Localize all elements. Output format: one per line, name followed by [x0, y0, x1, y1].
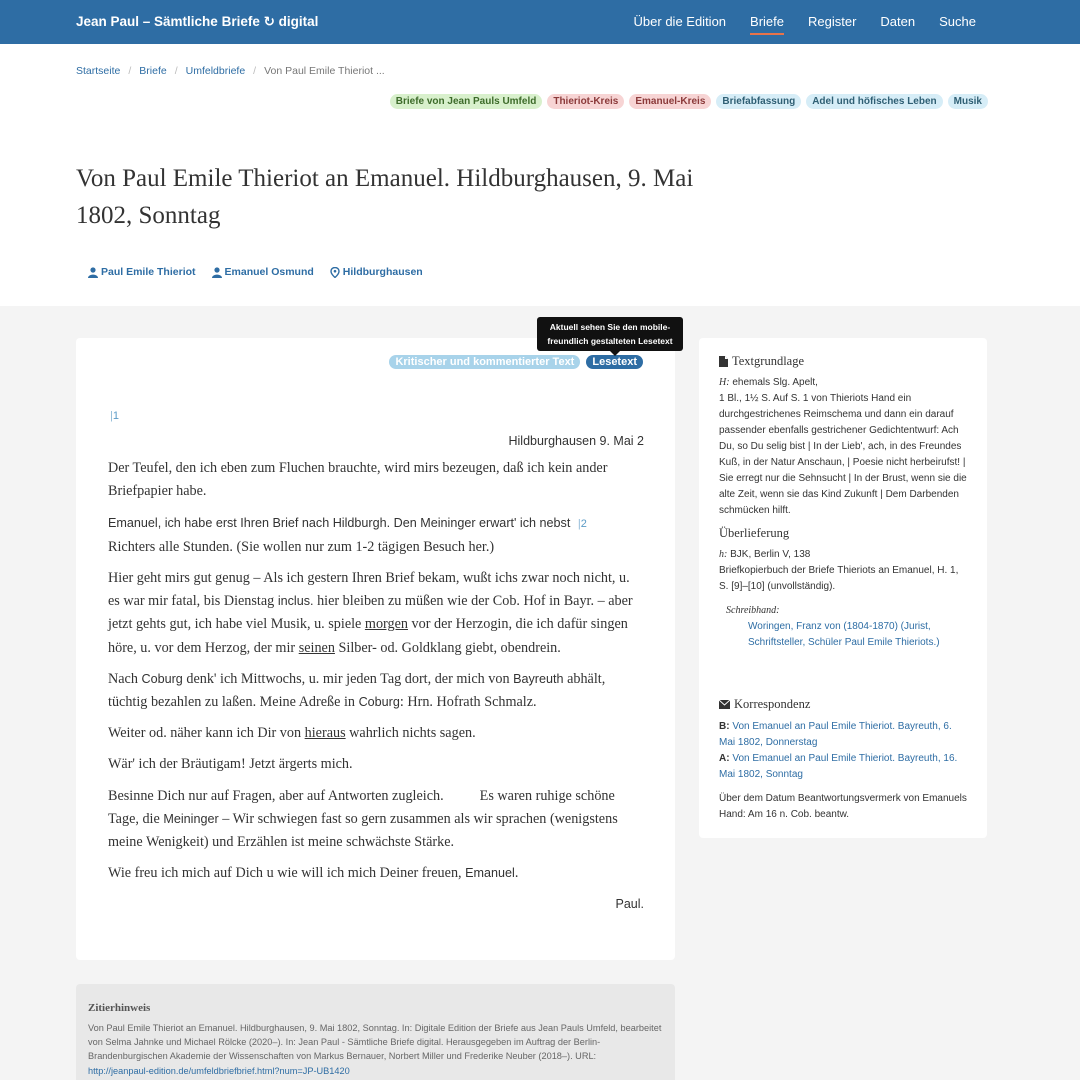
korrespondenz-heading: Korrespondenz	[719, 697, 810, 712]
user-icon	[212, 267, 222, 278]
critical-text-toggle[interactable]: Kritischer und kommentierter Text	[389, 355, 580, 369]
breadcrumb	[76, 65, 385, 77]
letter-paragraph: Wie freu ich mich auf Dich u wie will ich mich Deiner freuen, Emanuel.	[108, 865, 519, 882]
breadcrumb-umfeldbriefe[interactable]: Umfeldbriefe	[185, 65, 246, 77]
file-icon	[719, 356, 728, 367]
korrespondenz-content: B: Von Emanuel an Paul Emile Thieriot. Bayreuth, 6. Mai 1802, Donnerstag A: Von Emanuel an Paul Emile Thieriot. Bayreuth, 16. Mai 1802, Sonntag	[719, 721, 958, 780]
breadcrumb-startseite[interactable]: Startseite	[76, 65, 121, 77]
ueberlieferung-heading: Überlieferung	[719, 526, 790, 540]
page-marker[interactable]: | 2	[578, 518, 587, 530]
map-marker-icon	[330, 267, 340, 278]
korrespondenz-note: Über dem Datum Beantwortungsvermerk von Emanuels Hand: Am 16 n. Cob. beantw.	[719, 793, 967, 820]
nav-link-daten[interactable]: Daten	[880, 14, 916, 29]
breadcrumb-separator: /	[253, 65, 257, 77]
nav-link-suche[interactable]: Suche	[939, 14, 976, 29]
citation-heading: Zitierhinweis	[88, 1002, 151, 1014]
nav-link-edition[interactable]: Über die Edition	[633, 14, 727, 29]
letter-paragraph: Der Teufel, den ich eben zum Fluchen brauchte, wird mirs bezeugen, daß ich kein ander Briefpapier habe.	[108, 460, 608, 500]
nav-link-briefe[interactable]: Briefe	[750, 14, 784, 29]
citation-text: Von Paul Emile Thieriot an Emanuel. Hildburghausen, 9. Mai 1802, Sonntag. In: Digitale Edition der Briefe aus Jean Pauls Umfeld, bearbeitet von Selma Jahnke und Michael Rölcke (2020–). In: Jean Paul - Sämtliche Briefe digital. Herausgegeben im Auftrag der Berlin-Brandenburgischen Akademie der Wissenschaften von Markus Bernauer, Norbert Miller und Frederike Neuber (2018–). URL: http://jeanpaul-edition.de/umfeldbriefbrief.html?num=JP-UB1420	[88, 1023, 662, 1076]
letter-paragraph: Emanuel, ich habe erst Ihren Brief nach Hildburgh. Den Meininger erwart' ich nebst | 2 Richters alle Stunden. (Sie wollen nur zum 1-2 tägigen Besuch her.)	[108, 512, 644, 559]
recipient-link[interactable]	[212, 266, 314, 278]
person-links	[88, 266, 423, 278]
letter-paragraph: Hier geht mirs gut genug – Als ich gestern Ihren Brief bekam, wußt ichs zwar noch nicht, u. es war mir fatal, bis Dienstag inclus. hier bleiben zu müßen wie der Cob. Hof in Bayr. – aber jetzt gehts gut, ich habe viel Musik, u. spiele morgen vor der Herzogin, die ich dafür singen höre, u. vor dem Herzog, der mir seinen Silber- od. Goldklang giebt, obendrein.	[108, 570, 633, 656]
user-icon	[88, 267, 98, 278]
recipient-name: Emanuel Osmund	[224, 266, 314, 278]
breadcrumb-separator: /	[174, 65, 178, 77]
ueberlieferung-content: h: BJK, Berlin V, 138 Briefkopierbuch der Briefe Thieriots an Emanuel, H. 1, S. [9]–[10] (unvollständig).	[719, 549, 959, 592]
breadcrumb-current: Von Paul Emile Thieriot ...	[264, 65, 385, 77]
tag-adel[interactable]: Adel und höfisches Leben	[806, 94, 942, 109]
letter-text	[108, 430, 644, 925]
page-title: Von Paul Emile Thieriot an Emanuel. Hildburghausen, 9. Mai 1802, Sonntag	[76, 165, 694, 229]
citation-url[interactable]: http://jeanpaul-edition.de/umfeldbriefbrief.html?num=JP-UB1420	[88, 1065, 350, 1076]
tag-briefabfassung[interactable]: Briefabfassung	[716, 94, 801, 109]
envelope-icon	[719, 700, 730, 709]
breadcrumb-briefe[interactable]: Briefe	[139, 65, 167, 77]
tag-umfeld[interactable]: Briefe von Jean Pauls Umfeld	[390, 94, 543, 109]
place-link[interactable]	[330, 266, 423, 278]
citation-box	[76, 984, 675, 1080]
letter-paragraph: Weiter od. näher kann ich Dir von hieraus wahrlich nichts sagen.	[108, 725, 476, 742]
schreibhand-value	[748, 619, 973, 651]
reading-text-toggle[interactable]: Lesetext	[586, 355, 643, 369]
letter-card	[76, 338, 675, 960]
schreibhand-label: Schreibhand:	[726, 605, 780, 616]
previous-letter-link[interactable]: Von Emanuel an Paul Emile Thieriot. Bayreuth, 6. Mai 1802, Donnerstag	[719, 721, 952, 748]
lesetext-tooltip: Aktuell sehen Sie den mobile-freundlich gestalteten Lesetext	[537, 317, 683, 351]
brand-logo[interactable]: Jean Paul – Sämtliche Briefe ↻ digital	[76, 14, 319, 29]
nav-links	[634, 14, 976, 29]
navbar	[0, 0, 1080, 44]
answer-letter-link[interactable]: Von Emanuel an Paul Emile Thieriot. Bayreuth, 16. Mai 1802, Sonntag	[719, 753, 958, 780]
letter-signature: Paul.	[615, 897, 644, 912]
tag-list	[390, 94, 988, 109]
letter-paragraph: Wär' ich der Bräutigam! Jetzt ärgerts mich.	[108, 756, 353, 773]
nav-link-register[interactable]: Register	[808, 14, 857, 29]
page-marker[interactable]: | 1	[110, 410, 119, 422]
schreibhand-link[interactable]: Woringen, Franz von (1804-1870) (Jurist, Schriftsteller, Schüler Paul Emile Thieriots.)	[748, 621, 940, 648]
textgrundlage-content: H: ehemals Slg. Apelt, 1 Bl., 1½ S. Auf S. 1 von Thieriots Hand ein durchgestrichenes Reimschema und dann ein darauf passender ebenfalls gestrichener Gedichtentwurf: Ach Du, so Du selig bist | In der Lieb', ach, in des Freundes Kuß, in der Natur Anschaun, | Poesie nicht herbeirufst! | Sie erregt nur die Sehnsucht | In der Brust, wenn sie die alte Zeit, wenn sie das Kind Zukunft | Dem Darbenden schmücken hilft.	[719, 377, 967, 516]
sender-link[interactable]	[88, 266, 196, 278]
view-toggle	[389, 355, 643, 369]
letter-dateline: Hildburghausen 9. Mai 2	[508, 434, 644, 448]
tag-musik[interactable]: Musik	[948, 94, 988, 109]
letter-paragraph: Besinne Dich nur auf Fragen, aber auf Antworten zugleich. Es waren ruhige schöne Tage, die Meininger – Wir schwiegen fast so gern zusammen als wir sprachen (wenigstens meine Wenigkeit) und Erzählen ist meine schwächste Stärke.	[108, 787, 618, 851]
metadata-sidebar	[699, 338, 987, 838]
tag-emanuel-kreis[interactable]: Emanuel-Kreis	[629, 94, 711, 109]
letter-paragraph: Nach Coburg denk' ich Mittwochs, u. mir jeden Tag dort, der mich von Bayreuth abhält, tüchtig bezahlen zu laßen. Meine Adreße in Coburg: Hrn. Hofrath Schmalz.	[108, 670, 606, 711]
breadcrumb-separator: /	[128, 65, 132, 77]
place-name: Hildburghausen	[342, 266, 423, 278]
sender-name: Paul Emile Thieriot	[101, 266, 196, 278]
tag-thieriot-kreis[interactable]: Thieriot-Kreis	[547, 94, 624, 109]
page-header	[0, 44, 1080, 306]
textgrundlage-heading: Textgrundlage	[719, 354, 804, 369]
